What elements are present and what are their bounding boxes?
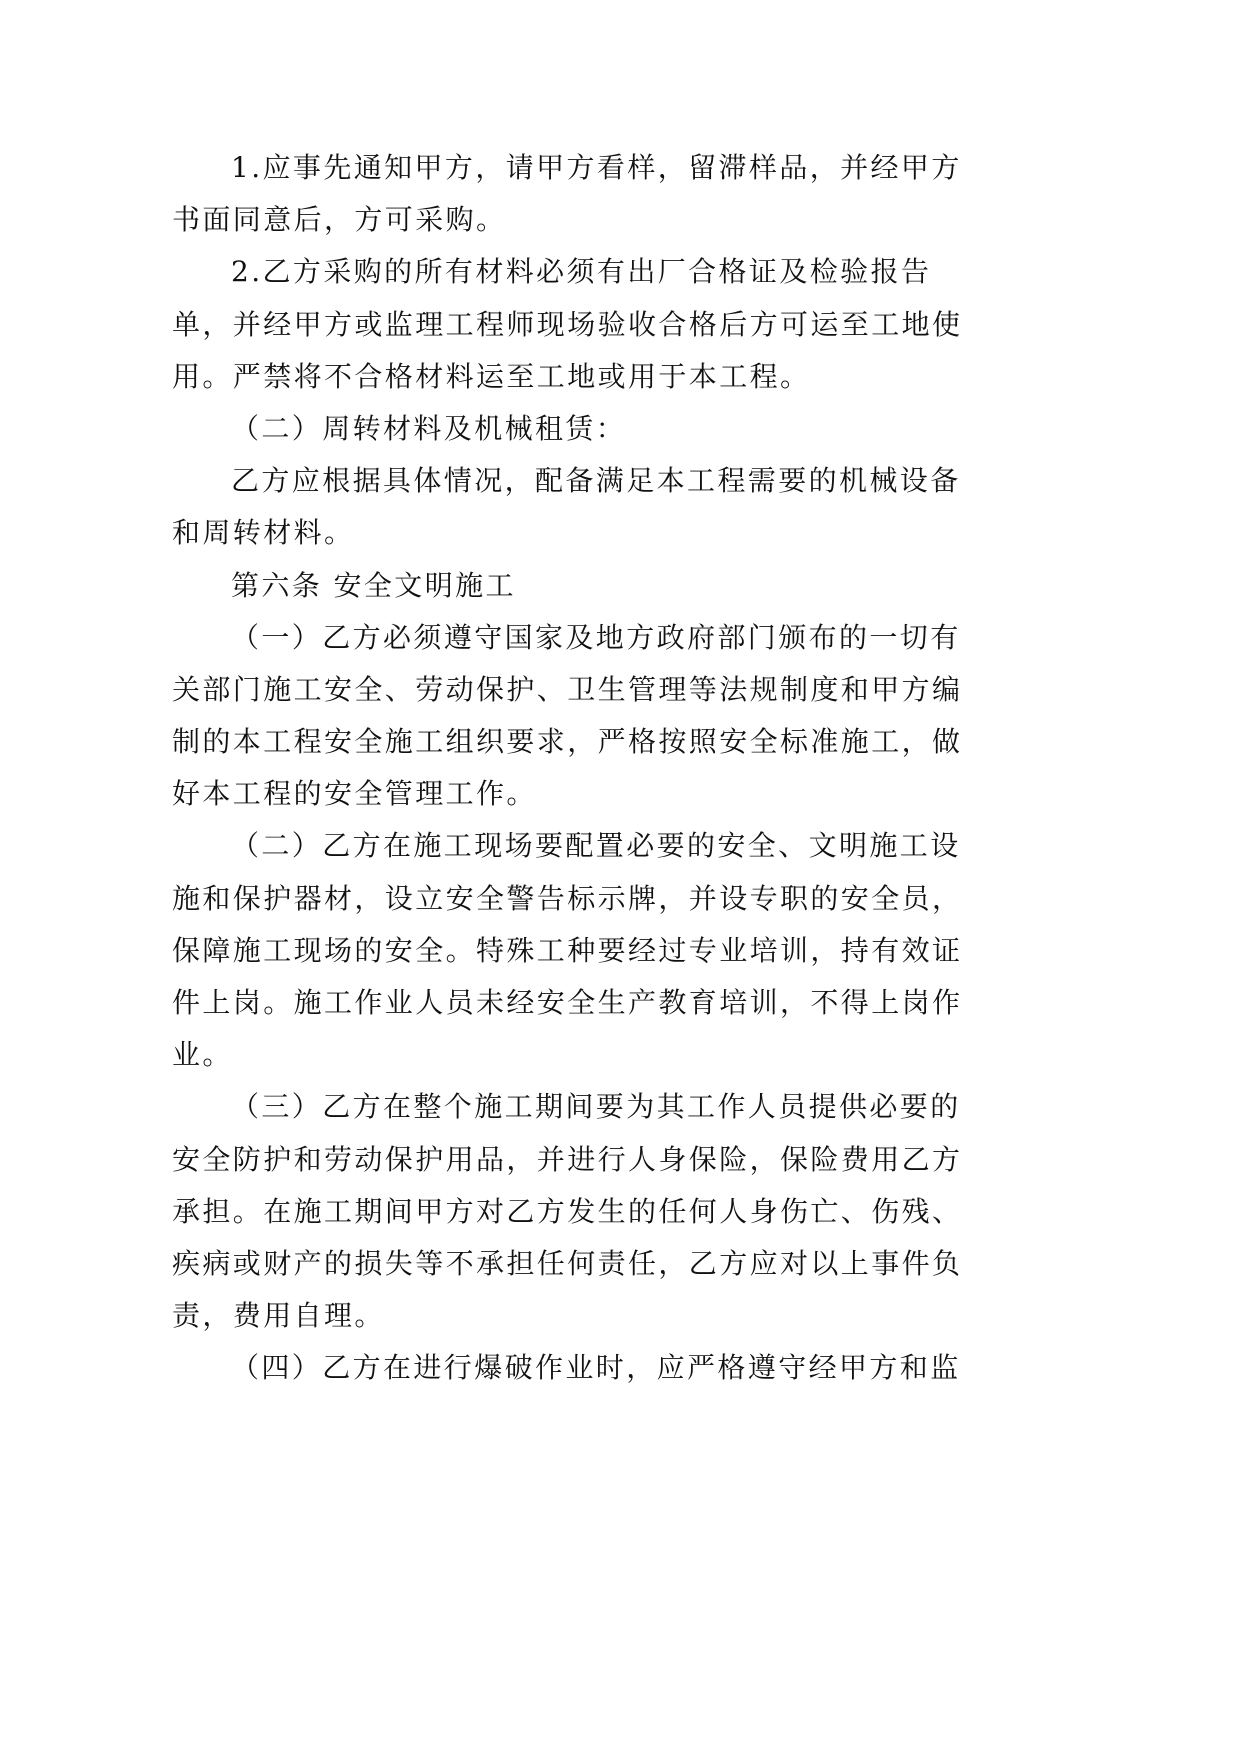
section-heading: （二）周转材料及机械租赁： [231,411,627,445]
text-line: 书面同意后，方可采购。 [172,203,507,237]
document-body [172,142,963,1395]
text-line: 保障施工现场的安全。特殊工种要经过专业培训，持有效证 [172,933,963,967]
text-line: （一）乙方必须遵守国家及地方政府部门颁布的一切有 [231,620,961,654]
text-line: （四）乙方在进行爆破作业时，应严格遵守经甲方和监 [231,1351,961,1385]
text-line: （二）乙方在施工现场要配置必要的安全、文明施工设 [231,829,961,863]
text-line: 承担。在施工期间甲方对乙方发生的任何人身伤亡、伤残、 [172,1194,963,1228]
text-line: 好本工程的安全管理工作。 [172,777,537,811]
text-line: 单，并经甲方或监理工程师现场验收合格后方可运至工地使 [172,307,963,341]
text-line: 制的本工程安全施工组织要求，严格按照安全标准施工，做 [172,725,963,759]
text-line: 2.乙方采购的所有材料必须有出厂合格证及检验报告 [231,255,932,289]
article-heading: 第六条 安全文明施工 [231,568,516,602]
text-line: 用。严禁将不合格材料运至工地或用于本工程。 [172,359,811,393]
text-line: （三）乙方在整个施工期间要为其工作人员提供必要的 [231,1090,961,1124]
text-line: 和周转材料。 [172,516,355,550]
text-line: 关部门施工安全、劳动保护、卫生管理等法规制度和甲方编 [172,672,963,706]
text-line: 责，费用自理。 [172,1299,385,1333]
text-line: 业。 [172,1038,233,1072]
text-line: 乙方应根据具体情况，配备满足本工程需要的机械设备 [231,464,961,498]
text-line: 件上岗。施工作业人员未经安全生产教育培训，不得上岗作 [172,986,963,1019]
text-line: 疾病或财产的损失等不承担任何责任，乙方应对以上事件负 [172,1246,963,1280]
text-line: 施和保护器材，设立安全警告标示牌，并设专职的安全员， [172,881,963,915]
text-line: 1.应事先通知甲方，请甲方看样，留滞样品，并经甲方 [231,151,962,184]
text-line: 安全防护和劳动保护用品，并进行人身保险，保险费用乙方 [172,1142,963,1176]
